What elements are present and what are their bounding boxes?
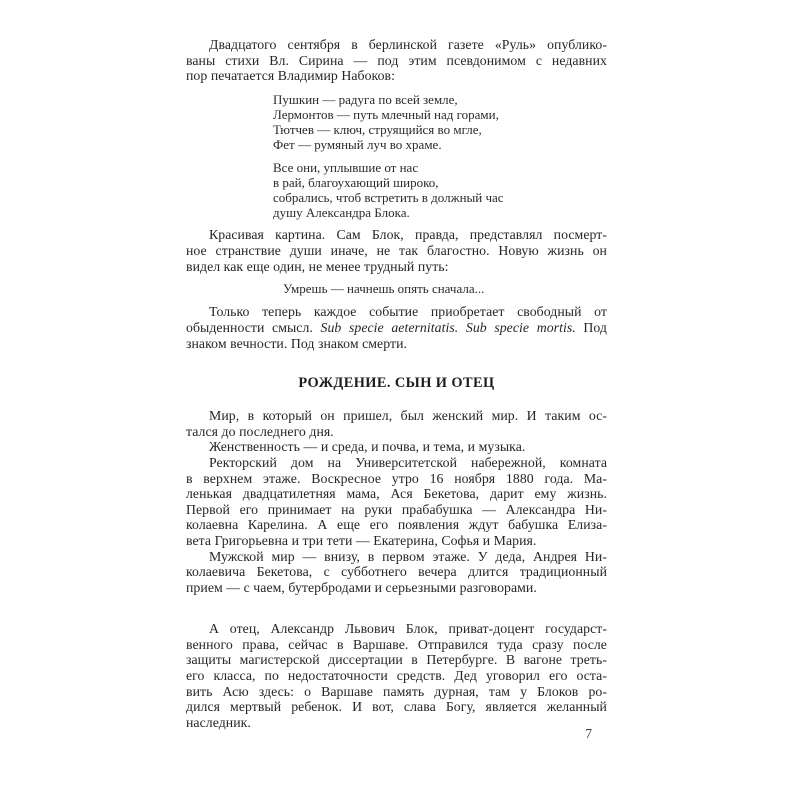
paragraph-sub-specie — [186, 304, 607, 351]
paragraph-male-world-line-3: прием — с чаем, бутербродами и серьезными разговорами. — [186, 579, 537, 595]
paragraph-father — [186, 621, 607, 730]
paragraph-father-line-2: венного права, сейчас в Варшаве. Отправился туда сразу после — [186, 636, 607, 652]
paragraph-rectors-house-line-1: Ректорский дом на Университетской набережной, комната — [209, 454, 607, 470]
paragraph-sirin-publication-line-2: ваны стихи Вл. Сирина — под этим псевдонимом с недавних — [186, 52, 607, 68]
paragraph-rectors-house-line-6: вета Григорьевна и три тети — Екатерина, Софья и Мария. — [186, 532, 537, 548]
paragraph-blok-afterlife-line-2: ное странствие души иначе, не так благостно. Новую жизнь он — [186, 243, 607, 258]
paragraph-blok-afterlife-line-3: видел как еще один, не менее трудный путь: — [186, 258, 449, 274]
paragraph-femininity — [186, 439, 607, 455]
poem-stanza-2-line-1: Все они, уплывшие от нас — [273, 159, 419, 175]
paragraph-sub-specie-line-2 — [186, 320, 607, 336]
paragraph-rectors-house-line-4: Первой его принимает на руки прабабушка — Александра Ни- — [186, 501, 607, 517]
paragraph-rectors-house-line-2: в верхнем этаже. Воскресное утро 16 ноября 1880 года. Ма- — [186, 470, 607, 486]
paragraph-sirin-publication-line-3: пор печатается Владимир Набоков: — [186, 68, 395, 84]
chapter-heading: РОЖДЕНИЕ. СЫН И ОТЕЦ — [298, 375, 495, 392]
paragraph-female-world-line-2: тался до последнего дня. — [186, 423, 334, 439]
paragraph-rectors-house-line-3: ленькая двадцатилетняя мама, Ася Бекетова, дарит ему жизнь. — [186, 486, 607, 502]
poem-stanza-1-line-4: Фет — румяный луч во храме. — [273, 137, 442, 153]
poem-stanza-2-line-2: в рай, благоухающий широко, — [273, 174, 439, 190]
paragraph-sirin-publication — [186, 37, 607, 84]
plain-text: обыденности смысл. — [186, 319, 321, 335]
paragraph-female-world-line-1: Мир, в который он пришел, был женский мир. И таким ос- — [209, 408, 607, 424]
poem-stanza-1-line-2: Лермонтов — путь млечный над горами, — [273, 106, 499, 122]
paragraph-male-world-line-2: колаевича Бекетова, с субботнего вечера длится традиционный — [186, 564, 607, 580]
verse-quote-umresh — [283, 281, 607, 296]
page-number: 7 — [585, 726, 592, 741]
poem-stanza-1-line-1: Пушкин — радуга по всей земле, — [273, 91, 458, 107]
paragraph-rectors-house — [186, 455, 607, 549]
paragraph-rectors-house-line-5: колаевна Карелина. А еще его появления ждут бабушка Елиза- — [186, 517, 607, 533]
page-content — [186, 0, 607, 730]
paragraph-male-world-line-1: Мужской мир — внизу, в первом этаже. У деда, Андрея Ни- — [209, 548, 607, 564]
poem-stanza-1-line-3: Тютчев — ключ, струящийся во мгле, — [273, 122, 482, 138]
paragraph-femininity-line-1: Женственность — и среда, и почва, и тема, и музыка. — [209, 439, 526, 455]
paragraph-sirin-publication-line-1: Двадцатого сентября в берлинской газете «Руль» опублико- — [209, 37, 607, 52]
paragraph-father-line-1: А отец, Александр Львович Блок, приват-доцент государст- — [209, 621, 607, 637]
poem-stanza-2-line-3: собрались, чтоб встретить в должный час — [273, 190, 504, 205]
paragraph-blok-afterlife-line-1: Красивая картина. Сам Блок, правда, представлял посмерт- — [209, 227, 607, 243]
paragraph-father-line-4: его класса, по недостаточности средств. Дед уговорил его оста- — [186, 668, 607, 684]
verse-quote-umresh-line-1: Умрешь — начнешь опять сначала... — [283, 281, 485, 297]
paragraph-father-line-7: наследник. — [186, 714, 251, 730]
paragraph-male-world — [186, 549, 607, 596]
paragraph-sub-specie-line-1: Только теперь каждое событие приобретает свободный от — [209, 304, 607, 320]
paragraph-female-world — [186, 408, 607, 439]
paragraph-sub-specie-line-3: знаком вечности. Под знаком смерти. — [186, 335, 408, 351]
poem-stanza-1 — [273, 92, 607, 153]
plain-text: Под — [575, 319, 607, 335]
poem-stanza-2 — [273, 160, 607, 221]
paragraph-father-line-6: дился мертвый ребенок. И вот, слава Богу, является желанный — [186, 699, 607, 715]
poem-stanza-2-line-4: душу Александра Блока. — [273, 205, 410, 221]
paragraph-father-line-3: защиты магистерской диссертации в Петербурге. В вагоне треть- — [186, 652, 607, 668]
italic-text: Sub specie aeternitatis. Sub specie mortis. — [320, 319, 576, 335]
paragraph-blok-afterlife — [186, 227, 607, 274]
paragraph-father-line-5: вить Асю здесь: о Варшаве память дурная, там у Блоков ро- — [186, 683, 607, 699]
